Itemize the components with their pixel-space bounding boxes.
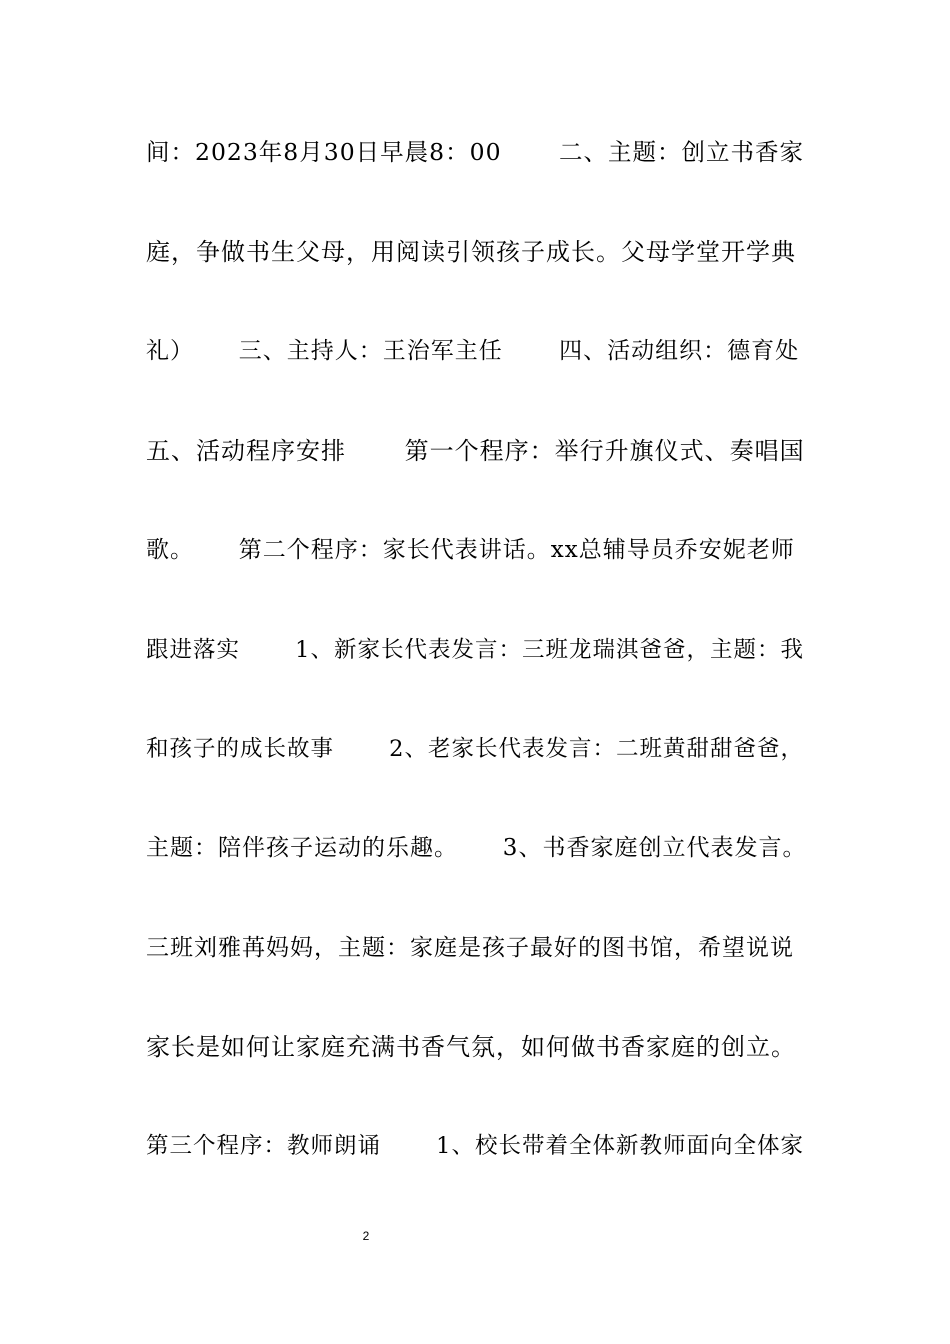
text-line: 三班刘雅苒妈妈，主题：家庭是孩子最好的图书馆，希望说说 bbox=[146, 935, 794, 961]
text-line: 间：2023年8月30日早晨8：00 二、主题：创立书香家 bbox=[146, 138, 804, 166]
text-line: 主题：陪伴孩子运动的乐趣。 3、书香家庭创立代表发言。 bbox=[146, 835, 807, 861]
text-line: 跟进落实 1、新家长代表发言：三班龙瑞淇爸爸，主题：我 bbox=[146, 637, 804, 663]
text-line: 和孩子的成长故事 2、老家长代表发言：二班黄甜甜爸爸， bbox=[146, 736, 804, 762]
text-line: 歌。 第二个程序：家长代表讲话。xx总辅导员乔安妮老师 bbox=[146, 537, 795, 563]
page-number: 2 bbox=[362, 1229, 370, 1243]
text-line: 五、活动程序安排 第一个程序：举行升旗仪式、奏唱国 bbox=[146, 437, 805, 465]
text-line: 庭，争做书生父母，用阅读引领孩子成长。父母学堂开学典 bbox=[146, 238, 796, 266]
text-line: 礼） 三、主持人：王治军主任 四、活动组织：德育处 bbox=[146, 338, 800, 364]
text-line: 第三个程序：教师朗诵 1、校长带着全体新教师面向全体家 bbox=[146, 1133, 804, 1159]
text-line: 家长是如何让家庭充满书香气氛，如何做书香家庭的创立。 bbox=[146, 1033, 796, 1061]
